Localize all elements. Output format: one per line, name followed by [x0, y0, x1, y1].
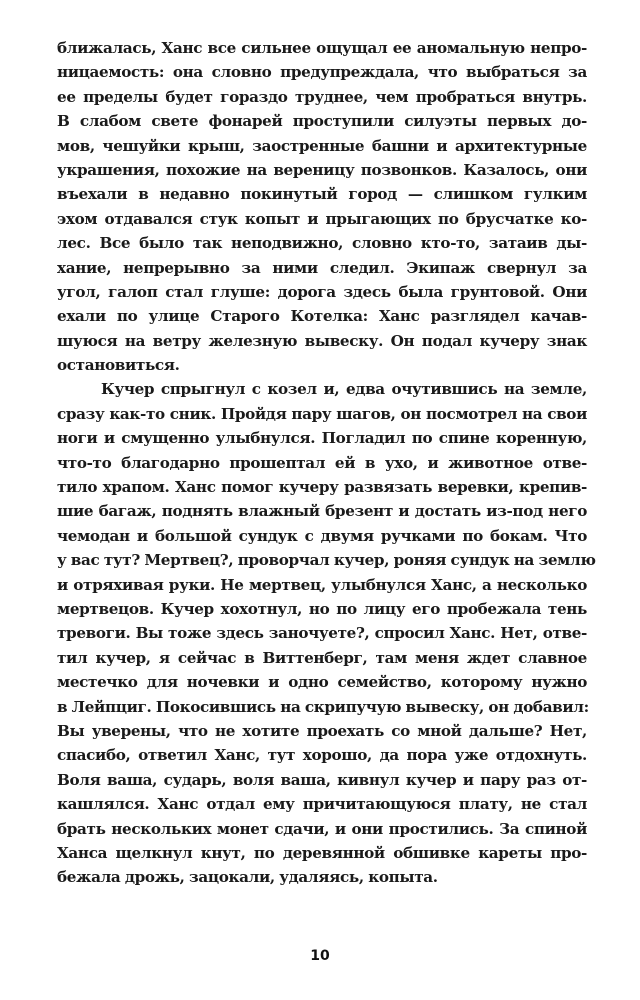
paragraph-1	[57, 36, 587, 377]
text-line: и отряхивая руки. Не мертвец, улыбнулся Ханс, а несколько	[57, 575, 587, 594]
text-line: у вас тут? Мертвец?, проворчал кучер, роняя сундук на землю	[57, 551, 596, 570]
book-page-text	[57, 36, 596, 890]
text-line: украшения, похожие на вереницу позвонков. Казалось, они	[57, 160, 587, 179]
text-line: кашлялся. Ханс отдал ему причитающуюся плату, не стал	[57, 795, 587, 814]
text-line: въехали в недавно покинутый город — слишком гулким	[57, 185, 587, 204]
text-line: Ханса щелкнул кнут, по деревянной обшивке кареты про-	[57, 843, 587, 862]
text-line: Кучер спрыгнул с козел и, едва очутившись на земле,	[101, 380, 587, 399]
text-line: в Лейпциг. Покосившись на скрипучую вывеску, он добавил:	[57, 697, 589, 716]
text-line: чемодан и большой сундук с двумя ручками по бокам. Что	[57, 526, 587, 545]
paragraph-2	[57, 377, 596, 889]
text-line: тревоги. Вы тоже здесь заночуете?, спросил Ханс. Нет, отве-	[57, 624, 587, 643]
text-line: эхом отдавался стук копыт и прыгающих по брусчатке ко-	[57, 209, 587, 228]
text-line: тил кучер, я сейчас в Виттенберг, там меня ждет славное	[57, 648, 587, 667]
text-line: В слабом свете фонарей проступили силуэты первых до-	[57, 112, 587, 131]
text-line: остановиться.	[57, 356, 180, 375]
text-line: Вы уверены, что не хотите проехать со мной дальше? Нет,	[57, 721, 587, 740]
text-line: Воля ваша, сударь, воля ваша, кивнул кучер и пару раз от-	[57, 770, 587, 789]
text-line: ницаемость: она словно предупреждала, что выбраться за	[57, 63, 587, 82]
text-line: шуюся на ветру железную вывеску. Он подал кучеру знак	[57, 331, 587, 350]
text-line: брать нескольких монет сдачи, и они простились. За спиной	[57, 819, 587, 838]
text-line: ее пределы будет гораздо труднее, чем пробраться внутрь.	[57, 87, 587, 106]
text-line: мертвецов. Кучер хохотнул, но по лицу его пробежала тень	[57, 599, 587, 618]
text-line: что-то благодарно прошептал ей в ухо, и животное отве-	[57, 453, 587, 472]
text-line: ноги и смущенно улыбнулся. Погладил по спине коренную,	[57, 429, 587, 448]
page-number: 10	[310, 948, 330, 964]
text-line: угол, галоп стал глуше: дорога здесь была грунтовой. Они	[57, 282, 587, 301]
text-line: бежала дрожь, зацокали, удаляясь, копыта.	[57, 868, 438, 887]
text-line: спасибо, ответил Ханс, тут хорошо, да пора уже отдохнуть.	[57, 746, 587, 765]
text-line: мов, чешуйки крыш, заостренные башни и архитектурные	[57, 136, 587, 155]
text-line: тило храпом. Ханс помог кучеру развязать веревки, крепив-	[57, 478, 587, 497]
text-line: ехали по улице Старого Котелка: Ханс разглядел качав-	[57, 307, 587, 326]
text-line: ближалась, Ханс все сильнее ощущал ее аномальную непро-	[57, 39, 587, 57]
text-line: хание, непрерывно за ними следил. Экипаж свернул за	[57, 258, 587, 277]
text-line: лес. Все было так неподвижно, словно кто-то, затаив ды-	[57, 234, 587, 253]
text-line: местечко для ночевки и одно семейство, которому нужно	[57, 673, 587, 692]
text-line: шие багаж, поднять влажный брезент и достать из-под него	[57, 502, 587, 521]
text-line: сразу как-то сник. Пройдя пару шагов, он посмотрел на свои	[57, 404, 587, 423]
